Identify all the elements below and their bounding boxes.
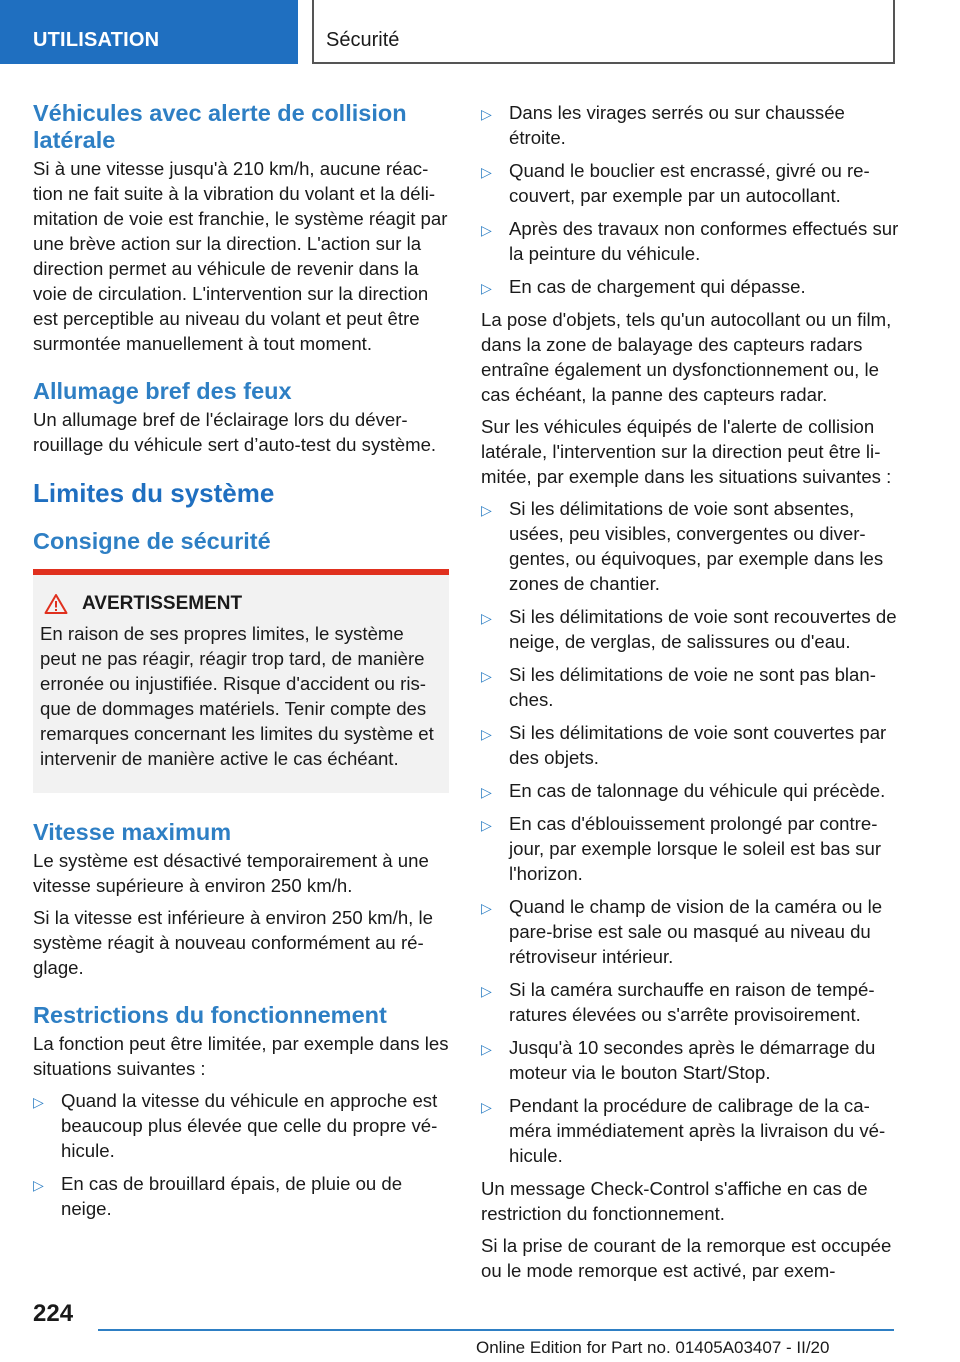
warning-header <box>44 593 441 615</box>
paragraph-check-control: Un message Check-Control s'affiche en cas de restriction du fonctionnement. <box>481 1178 868 1224</box>
list-item-text: Dans les virages serrés ou sur chaussée étroite. <box>509 102 845 148</box>
heading-allumage: Allumage bref des feux <box>33 378 292 404</box>
warning-triangle-icon <box>44 593 68 615</box>
list-item-text: Si la caméra surchauffe en raison de températures élevées ou s'arrête provisoirement. <box>509 979 875 1025</box>
list-item <box>33 1171 449 1221</box>
list-item <box>481 977 899 1027</box>
paragraph-vitesse-2: Si la vitesse est inférieure à environ 250 km/h, le système réagit à nouveau conformément au réglage. <box>33 907 433 978</box>
conditions-list-1 <box>481 100 899 299</box>
list-item-text: En cas d'éblouissement prolongé par contre-jour, par exemple lorsque le soleil est bas sur l'horizon. <box>509 813 882 884</box>
list-item-text: Si les délimitations de voie sont couvertes par des objets. <box>509 722 887 768</box>
paragraph-allumage: Un allumage bref de l'éclairage lors du déverrouillage du véhicule sert d’auto-test du système. <box>33 409 437 455</box>
triangle-bullet-icon: ▷ <box>481 668 492 684</box>
triangle-bullet-icon: ▷ <box>481 280 492 296</box>
list-item <box>481 604 899 654</box>
triangle-bullet-icon: ▷ <box>481 726 492 742</box>
paragraph-trailer: Si la prise de courant de la remorque est occupée ou le mode remorque est activé, par exem- <box>481 1235 892 1281</box>
triangle-bullet-icon: ▷ <box>481 1099 492 1115</box>
heading-restrictions: Restrictions du fonctionnement <box>33 1002 387 1028</box>
heading-limites: Limites du système <box>33 478 275 508</box>
triangle-bullet-icon: ▷ <box>481 900 492 916</box>
list-item-text: Quand la vitesse du véhicule en approche est beaucoup plus élevée que celle du propre véhicule. <box>61 1090 438 1161</box>
triangle-bullet-icon: ▷ <box>33 1177 44 1193</box>
list-item-text: Pendant la procédure de calibrage de la caméra immédiatement après la livraison du véhicule. <box>509 1095 886 1166</box>
list-item <box>33 1088 449 1163</box>
paragraph-restrictions: La fonction peut être limitée, par exemple dans les situations suivantes : <box>33 1033 449 1079</box>
list-item <box>481 811 899 886</box>
triangle-bullet-icon: ▷ <box>481 817 492 833</box>
list-item <box>481 1093 899 1168</box>
header-section-label: UTILISATION <box>33 29 160 51</box>
footer-edition: Online Edition for Part no. 01405A03407 - II/20 <box>476 1338 830 1357</box>
warning-text: En raison de ses propres limites, le système peut ne pas réagir, réagir trop tard, de manière erronée ou injustifiée. Risque d'accident ou risque de dommages matériels. Tenir compte des remarques concernant les limites du système et intervenir de manière active le cas échéant. <box>40 623 434 769</box>
list-item-text: Après des travaux non conformes effectués sur la peinture du véhicule. <box>509 218 899 264</box>
warning-box <box>33 569 449 793</box>
list-item-text: Jusqu'à 10 secondes après le démarrage du moteur via le bouton Start/Stop. <box>509 1037 876 1083</box>
triangle-bullet-icon: ▷ <box>481 502 492 518</box>
triangle-bullet-icon: ▷ <box>481 164 492 180</box>
list-item <box>481 100 899 150</box>
triangle-bullet-icon: ▷ <box>481 610 492 626</box>
right-column <box>481 100 899 1290</box>
list-item <box>481 662 899 712</box>
list-item-text: En cas de talonnage du véhicule qui précède. <box>509 780 886 801</box>
list-item <box>481 778 899 803</box>
paragraph-vitesse-1: Le système est désactivé temporairement à une vitesse supérieure à environ 250 km/h. <box>33 850 429 896</box>
list-item-text: Si les délimitations de voie sont absentes, usées, peu visibles, convergentes ou divergentes, ou équivoques, par exemple dans les zones de chantier. <box>509 498 884 594</box>
list-item-text: Quand le champ de vision de la caméra ou le pare-brise est sale ou masqué au niveau du rétroviseur intérieur. <box>509 896 883 967</box>
list-item <box>481 894 899 969</box>
list-item-text: En cas de chargement qui dépasse. <box>509 276 806 297</box>
paragraph-radar: La pose d'objets, tels qu'un autocollant ou un film, dans la zone de balayage des capteurs radars entraîne également un dysfonctionnement ou, le cas échéant, la panne des capteurs radar. <box>481 309 892 405</box>
triangle-bullet-icon: ▷ <box>481 106 492 122</box>
heading-lateral-collision: Véhicules avec alerte de collision latérale <box>33 100 407 153</box>
conditions-list-2 <box>481 496 899 1168</box>
list-item-text: Si les délimitations de voie ne sont pas blanches. <box>509 664 876 710</box>
footer-divider <box>98 1329 894 1331</box>
warning-title: AVERTISSEMENT <box>82 593 243 614</box>
paragraph-steering-limit: Sur les véhicules équipés de l'alerte de collision latérale, l'intervention sur la direction peut être limitée, par exemple dans les situations suivantes : <box>481 416 892 487</box>
triangle-bullet-icon: ▷ <box>481 222 492 238</box>
restrictions-list <box>33 1088 449 1221</box>
list-item <box>481 496 899 596</box>
list-item-text: Si les délimitations de voie sont recouvertes de neige, de verglas, de salissures ou d'eau. <box>509 606 897 652</box>
list-item <box>481 720 899 770</box>
heading-vitesse: Vitesse maximum <box>33 819 232 845</box>
triangle-bullet-icon: ▷ <box>481 1041 492 1057</box>
triangle-bullet-icon: ▷ <box>33 1094 44 1110</box>
list-item-text: Quand le bouclier est encrassé, givré ou recouvert, par exemple par un autocollant. <box>509 160 870 206</box>
header-chapter-label: Sécurité <box>326 29 400 51</box>
list-item <box>481 1035 899 1085</box>
header-section-tab <box>0 0 298 64</box>
heading-consigne: Consigne de sécurité <box>33 528 271 554</box>
left-column <box>33 100 449 1229</box>
list-item <box>481 158 899 208</box>
list-item <box>481 274 899 299</box>
list-item-text: En cas de brouillard épais, de pluie ou de neige. <box>61 1173 403 1219</box>
header-chapter-tab <box>312 0 895 64</box>
paragraph-lateral-collision: Si à une vitesse jusqu'à 210 km/h, aucune réaction ne fait suite à la vibration du volant et la délimitation de voie est franchie, le système réagit par une brève action sur la direction. L'action sur la direction permet au véhicule de revenir dans la voie de circulation. L'intervention sur la direction est perceptible au niveau du volant et peut être surmontée manuellement à tout moment. <box>33 158 448 354</box>
list-item <box>481 216 899 266</box>
page-number: 224 <box>33 1300 74 1327</box>
triangle-bullet-icon: ▷ <box>481 983 492 999</box>
triangle-bullet-icon: ▷ <box>481 784 492 800</box>
